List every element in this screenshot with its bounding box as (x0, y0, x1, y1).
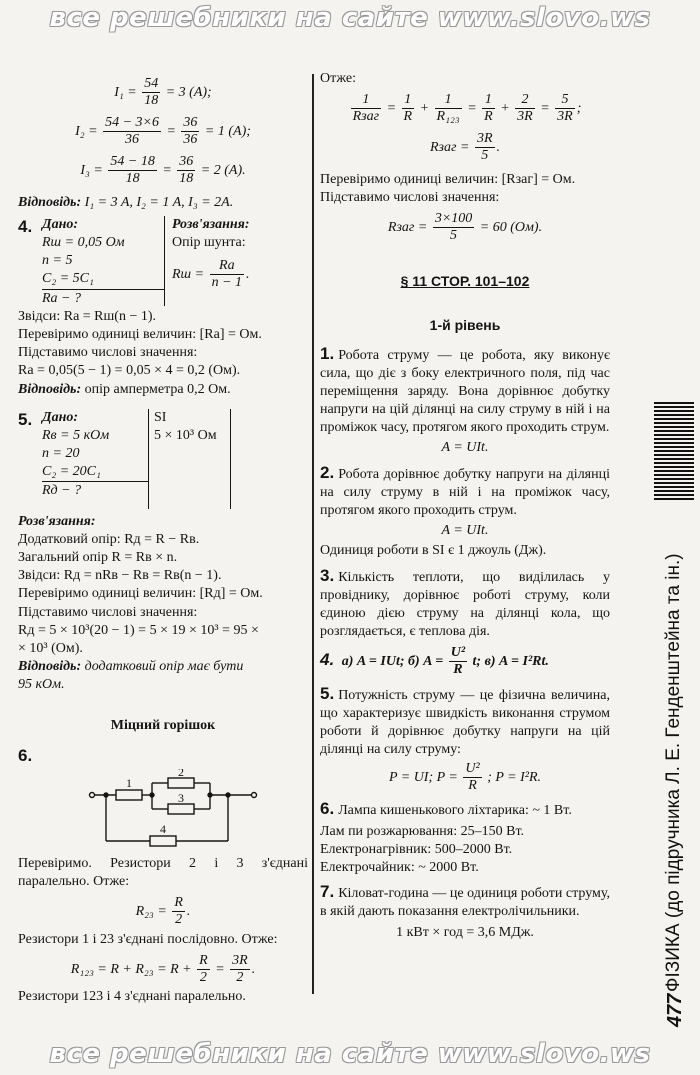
eq-rtot2: Rзаг = $\frac{3R}{5}$ . (430, 131, 500, 164)
formula-item-1: A = UIt. (441, 440, 489, 456)
resistor-label-3: 3 (178, 790, 184, 805)
p5-line-2: Загальний опір R = Rв × n. (18, 550, 178, 566)
solution-block-4: Розв'язання: Опір шунта: Rш = $\frac{Rа}{n - 1}$ . (172, 216, 250, 291)
eq-i3: I₃ = $\frac{54 - 18}{18}$ = $\frac{36}{18}$ = 2 (A). (80, 154, 246, 187)
eq-i1: I₁ = $\frac{54}{18}$ = 3 (A); (114, 76, 212, 109)
answer-item-6-line-1: Лам пи розжарювання: 25–150 Вт. (320, 823, 525, 839)
answer-item-1: 1. Робота струму — це робота, яку виконує сила, що діє з боку електричного поля, під час переміщення заряду. Вона дорівнює добутку напруги на цій ділянці на силу струму в ній і на проміжок часу, протягом якого проходить струм. (320, 343, 610, 436)
right-column (320, 70, 610, 942)
eq-i2: I₂ = $\frac{54 - 3\times 6}{36}$ = $\frac{36}{36}$ = 1 (A); (75, 115, 251, 148)
p5-line-3: Звідси: Rд = nRв − Rв = Rв(n − 1). (18, 568, 222, 584)
answer-item-7: 7. Кіловат-година — це одиниця роботи струму, в якій дають показання електролічильники. (320, 882, 610, 920)
answer-item-2: 2. Робота дорівнює добутку напруги на ділянці на силу струму в ній і на проміжок часу, протягом якого проходить струм. (320, 462, 610, 518)
formula-item-2: A = UIt. (441, 523, 489, 539)
p5-line-6: Rд = 5 × 10³(20 − 1) = 5 × 19 × 10³ = 95 × (18, 622, 259, 638)
p6-text-2: Резистори 1 і 23 з'єднані послідовно. Отже: (18, 931, 278, 947)
p4-line-3: Підставимо числові значення: (18, 345, 198, 361)
resistor-label-1: 1 (126, 775, 132, 790)
problem-6: 6. 1 2 3 4 Перевіримо. Резистори 2 і 3 з'єднані паралельно. Отже: R₂₃ = $\frac{R}{2}$ . Резистори 1 і 23 з'єднані послідовно. Отже: R₁₂₃ = R + R₂₃ = R + $\frac{R}{2}$ = $\frac{3R}{2}$ . Резистори 123 і 4 з'єднані паралельно. (18, 745, 308, 1006)
answer-item-6-line-3: Електрочайник: ~ 2000 Вт. (320, 860, 479, 875)
left-column (18, 70, 308, 1008)
p5-solution-label: Розв'язання: (18, 513, 96, 529)
eq-rtot3: Rзаг = $\frac{3\times 100}{5}$ = 60 (Ом). (387, 210, 543, 244)
si-block-5: SI 5 × 10³ Ом (154, 409, 231, 509)
p5-line-4: Перевіримо одиниці величин: [Rд] = Ом. (18, 586, 263, 602)
page-number: 477 (664, 993, 686, 1027)
answer-item-5: 5. Потужність струму — це фізична величина, що характеризує швидкість виконання струмом роботи й дорівнює добутку напруги на цій ділянці на силу струму: (320, 683, 610, 758)
circuit-diagram (88, 769, 258, 851)
answer-item-4: 4. а) A = IUt; б) A = $\frac{\text{U²}}{R}$ t; в) A = I²Rt. (320, 645, 549, 678)
column-divider (312, 74, 314, 994)
hard-nut-title: Міцний горішок (110, 717, 216, 733)
book-sidebar (654, 402, 694, 1042)
p6-text-1: Перевіримо. Резистори 2 і 3 з'єднані паралельно. Отже: (18, 855, 308, 890)
p5-line-1: Додатковий опір: Rд = R − Rв. (18, 531, 200, 547)
level-title: 1-й рівень (429, 317, 501, 334)
eq-r123: R₁₂₃ = R + R₂₃ = R + $\frac{R}{2}$ = $\frac{3R}{2}$ . (70, 952, 256, 985)
formula-item-7: 1 кВт × год = 3,6 МДж. (396, 924, 534, 940)
answer-item-6: 6. Лампа кишенькового ліхтарика: ~ 1 Вт. (320, 799, 572, 819)
right-check: Перевіримо одиниці величин: [Rзаг] = Ом. (320, 171, 576, 187)
answer-item-2-extra: Одиниця роботи в SI є 1 джоуль (Дж). (320, 543, 547, 559)
right-subst: Підставимо числові значення: (320, 189, 500, 205)
answer-5: Відповідь: додатковий опір має бути (18, 659, 244, 675)
section-title: § 11 СТОР. 101–102 (400, 273, 530, 290)
problem-4-header: 4. Дано: Rш = 0,05 Ом n = 5 C₂ = 5C₁ Rа − ? Розв'язання: Опір шунта: Rш = $\frac{Rа}{n - 1}$ . (18, 216, 308, 308)
resistor-label-2: 2 (178, 768, 184, 779)
book-title-vertical: ФІЗИКА (до підручника Л. Е. Генденштейна та ін.) (663, 553, 684, 992)
eq-r23: R₂₃ = $\frac{R}{2}$ . (135, 895, 191, 928)
p4-line-1: Звідси: Rа = Rш(n − 1). (18, 308, 157, 324)
p5-line-5: Підставимо числові значення: (18, 604, 198, 620)
p4-line-4: Rа = 0,05(5 − 1) = 0,05 × 4 = 0,2 (Ом). (18, 363, 241, 379)
formula-item-5: P = UI; P = $\frac{\text{U²}}{R}$ ; P = I²R. (388, 761, 542, 794)
eq-rtot: $\frac{1}{\text{Rзаг}}$ = $\frac{1}{R}$ + $\frac{1}{\text{R₁₂₃}}$ = $\frac{1}{R}$ + $\frac{2}{3R}$ = $\frac{5}{3R}$ ; (352, 92, 582, 125)
answer-item-3: 3. Кількість теплоти, що виділилась у провіднику, дорівнює роботі струму, коли єдиною дією струму на ділянці кола, що розглядається, є теплова дія. (320, 565, 610, 640)
answer-item-6-line-2: Електронагрівник: 500–2000 Вт. (320, 841, 513, 857)
given-block-5: Дано: Rв = 5 кОм n = 20 C₂ = 20C₁ Rд − ? (42, 409, 149, 509)
decorative-stripes (654, 402, 694, 502)
given-block-4: Дано: Rш = 0,05 Ом n = 5 C₂ = 5C₁ Rа − ? (42, 216, 165, 306)
resistor-label-4: 4 (160, 821, 166, 836)
site-banner-bottom: все решебники на сайте www.slovo.ws (49, 1039, 651, 1069)
p6-text-3: Резистори 123 і 4 з'єднані паралельно. (18, 988, 246, 1004)
p5-line-7: × 10³ (Ом). (18, 641, 83, 656)
answer-4: Відповідь: опір амперметра 0,2 Ом. (18, 381, 231, 397)
answer-1: Відповідь: I₁ = 3 A, I₂ = 1 A, I₃ = 2A. (18, 194, 234, 210)
problem-5-header: 5. Дано: Rв = 5 кОм n = 20 C₂ = 20C₁ Rд − ? SI 5 × 10³ Ом (18, 409, 308, 509)
p4-line-2: Перевіримо одиниці величин: [Rа] = Ом. (18, 326, 262, 342)
site-banner-top: все решебники на сайте www.slovo.ws (49, 3, 651, 33)
answer-5-cont: 95 кОм. (18, 677, 65, 693)
otzhe-label: Отже: (320, 71, 356, 86)
